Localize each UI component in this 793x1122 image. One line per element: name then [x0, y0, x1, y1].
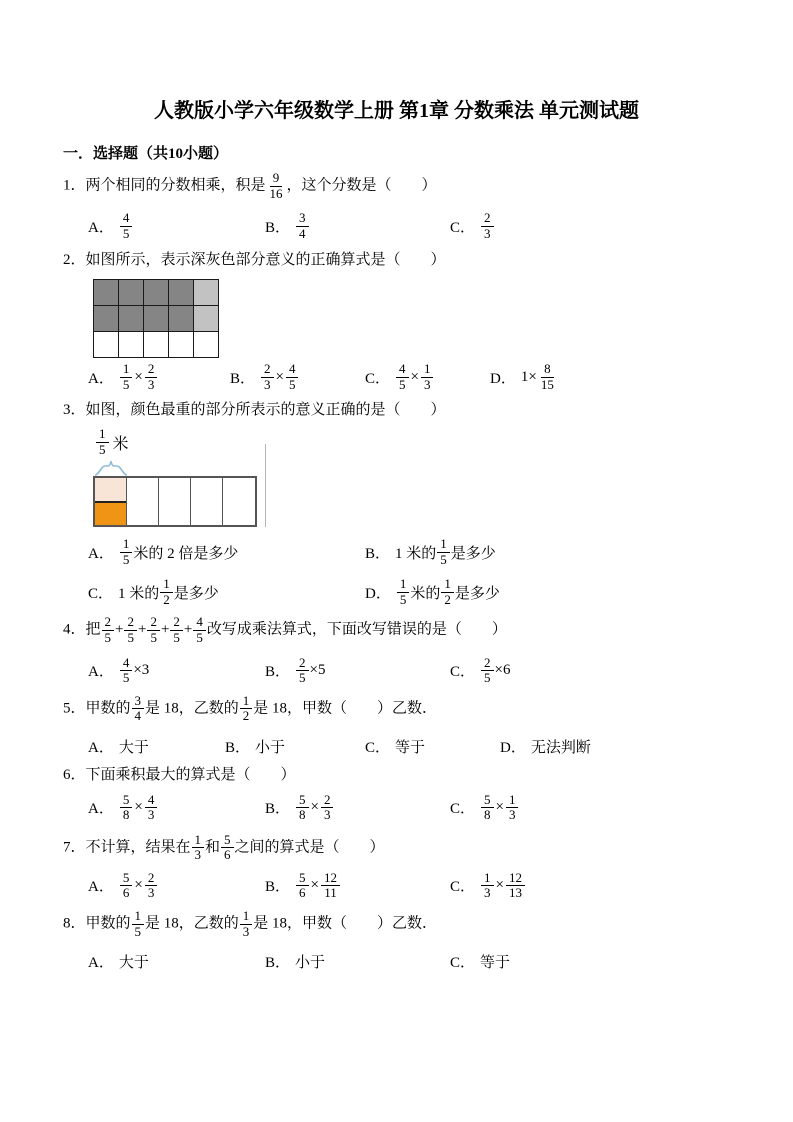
denominator: 3: [508, 807, 516, 823]
bar-cell-bottom-half: [95, 501, 126, 526]
times-sign: ×: [134, 368, 143, 385]
denominator: 2: [444, 591, 451, 607]
times-sign: ×: [410, 368, 419, 385]
times-sign: ×: [495, 877, 504, 894]
question-4-options: [88, 656, 730, 686]
page-title: 人教版小学六年级数学上册 第1章 分数乘法 单元测试题: [154, 100, 639, 122]
question-3-text: [63, 400, 730, 420]
denominator: 5: [150, 630, 157, 646]
numerator: 2: [170, 615, 183, 631]
denominator: 5: [122, 670, 130, 686]
numerator: 4: [120, 211, 133, 227]
numerator: 9: [270, 171, 283, 187]
fraction: [286, 362, 299, 392]
numerator: 1: [437, 537, 450, 553]
denominator: 4: [299, 225, 306, 241]
fraction: [221, 833, 234, 863]
text-segment: 是多少: [454, 585, 500, 602]
numerator: 2: [124, 615, 137, 631]
option-label: A．: [88, 955, 114, 972]
numerator: 2: [481, 656, 494, 672]
option-c: [450, 656, 510, 686]
fraction: [421, 362, 434, 392]
text-segment: 是多少: [450, 545, 496, 562]
denominator: 5: [99, 441, 106, 457]
numerator: 12: [506, 871, 525, 887]
fraction: [124, 615, 137, 645]
option-c: [450, 211, 495, 241]
brace-icon: [94, 461, 128, 476]
fraction: [261, 362, 274, 392]
option-b: [230, 362, 365, 392]
option-a: [88, 362, 230, 392]
denominator: 3: [264, 376, 271, 392]
fraction: [396, 362, 409, 392]
question-2-text: [63, 250, 730, 270]
denominator: 3: [423, 376, 431, 392]
text-segment: 7．不计算，结果在: [63, 839, 191, 856]
denominator: 2: [242, 708, 250, 724]
question-2-options: [88, 362, 730, 392]
text-segment: 米的: [410, 585, 441, 602]
question-4-text: [63, 615, 730, 645]
fraction: [120, 793, 133, 823]
denominator: 5: [134, 923, 142, 939]
numerator: 4: [396, 362, 409, 378]
numerator: 5: [296, 871, 309, 887]
text-segment: 是 18，乙数的: [145, 915, 239, 932]
option-label: A．: [88, 801, 114, 818]
option-text: 大于: [118, 955, 149, 972]
grid-cell-white: [94, 332, 118, 357]
option-c: [450, 951, 510, 972]
plus-sign: +: [137, 621, 147, 638]
numerator: 4: [193, 615, 206, 631]
fraction: [296, 871, 309, 901]
question-1-options: [88, 211, 730, 241]
numerator: 1: [120, 537, 133, 553]
bar-cell: [223, 478, 255, 525]
option-a: [88, 793, 265, 823]
option-label: C．: [450, 879, 476, 896]
option-label: D．: [500, 739, 526, 756]
numerator: 1: [506, 793, 519, 809]
grid-cell-light: [194, 306, 218, 331]
grid-cell-dark: [169, 280, 193, 305]
text-segment: 6．下面乘积最大的算式是（ ）: [63, 766, 296, 783]
option-b: [265, 793, 450, 823]
denominator: 6: [122, 885, 130, 901]
option-c: [88, 577, 365, 607]
option-a: [88, 951, 265, 972]
fraction: [145, 362, 158, 392]
option-label: C．: [450, 801, 476, 818]
times-sign: ×: [134, 877, 143, 894]
fraction: [481, 211, 494, 241]
denominator: 6: [299, 885, 306, 901]
denominator: 5: [122, 225, 130, 241]
text-segment: 1 米的: [395, 545, 437, 562]
grid-cell-white: [169, 332, 193, 357]
denominator: 2: [163, 591, 170, 607]
numerator: 2: [296, 656, 309, 672]
numerator: 5: [120, 871, 133, 887]
option-c: [450, 871, 526, 901]
option-label: C．: [365, 739, 391, 756]
question-3-options-row-2: [88, 577, 730, 607]
question-6-options: [88, 793, 730, 823]
option-label: B．: [265, 219, 291, 236]
grid-cell-white: [194, 332, 218, 357]
numerator: 1: [120, 362, 133, 378]
times-sign: ×: [275, 368, 284, 385]
option-b: [265, 656, 450, 686]
text-segment: ×5: [309, 662, 326, 679]
option-label: C．: [450, 664, 476, 681]
text-segment: 2．如图所示，表示深灰色部分意义的正确算式是（ ）: [63, 252, 446, 269]
text-segment: 8．甲数的: [63, 915, 131, 932]
grid-cell-dark: [119, 306, 143, 331]
denominator: 3: [242, 923, 250, 939]
times-sign: ×: [134, 799, 143, 816]
text-segment: 改写成乘法算式，下面改写错误的是（ ）: [206, 621, 507, 638]
option-d: [500, 736, 591, 757]
fraction: [296, 656, 309, 686]
denominator: 5: [104, 630, 112, 646]
text-segment: 和: [205, 839, 221, 856]
fraction: [240, 694, 253, 724]
option-label: A．: [88, 545, 114, 562]
numerator: 2: [145, 362, 158, 378]
text-segment: 之间的算式是（ ）: [234, 839, 385, 856]
question-5-text: [63, 694, 730, 724]
fraction: [481, 871, 494, 901]
numerator: 12: [321, 871, 340, 887]
denominator: 5: [440, 551, 447, 567]
option-label: A．: [88, 879, 114, 896]
fraction: [170, 615, 183, 645]
fraction: [506, 871, 525, 901]
option-b: [265, 951, 450, 972]
text-segment: 是多少: [173, 585, 219, 602]
fraction: [441, 577, 454, 607]
text-segment: 4．把: [63, 621, 101, 638]
denominator: 5: [127, 630, 134, 646]
numerator: 4: [145, 793, 158, 809]
numerator: 1: [421, 362, 434, 378]
question-7-text: [63, 833, 730, 863]
bar-figure-label: [93, 423, 267, 461]
question-5-options: [88, 736, 730, 757]
denominator: 11: [324, 885, 337, 901]
denominator: 16: [269, 185, 283, 201]
question-6-text: [63, 765, 730, 785]
fraction: [120, 656, 133, 686]
grid-cell-dark: [94, 306, 118, 331]
numerator: 2: [145, 871, 158, 887]
fraction: [267, 171, 286, 201]
text-segment: 3．如图，颜色最重的部分所表示的意义正确的是（ ）: [63, 402, 446, 419]
fraction: [321, 793, 334, 823]
option-text: 小于: [255, 739, 286, 756]
denominator: 13: [508, 885, 522, 901]
plus-sign: +: [115, 621, 124, 638]
bar-figure: [93, 423, 267, 527]
denominator: 3: [147, 376, 155, 392]
numerator: 3: [296, 211, 309, 227]
bar-cell: [191, 478, 223, 525]
fraction: [481, 793, 494, 823]
numerator: 1: [240, 694, 253, 710]
fraction: [397, 577, 410, 607]
denominator: 3: [323, 807, 331, 823]
denominator: 5: [299, 670, 306, 686]
fraction: [192, 833, 205, 863]
option-b: [365, 537, 496, 567]
times-sign: ×: [310, 799, 319, 816]
grid-cell-dark: [169, 306, 193, 331]
numerator: 2: [321, 793, 334, 809]
q3-bar-figure: [93, 476, 257, 527]
fraction: [296, 211, 309, 241]
option-label: D．: [490, 370, 516, 387]
text-segment: 是 18，乙数的: [145, 700, 239, 717]
fraction: [120, 211, 133, 241]
bar-cell: [127, 478, 159, 525]
option-label: C．: [88, 585, 114, 602]
option-c: [365, 362, 490, 392]
fraction: [193, 615, 206, 645]
fraction: [481, 656, 494, 686]
question-3-options-row-1: [88, 537, 730, 567]
option-label: D．: [365, 585, 391, 602]
text-segment: 米的 2 倍是多少: [133, 545, 239, 562]
numerator: 1: [160, 577, 173, 593]
denominator: 6: [224, 847, 231, 863]
option-a: [88, 871, 265, 901]
option-d: [490, 362, 558, 392]
denominator: 5: [288, 376, 296, 392]
numerator: 2: [102, 615, 115, 631]
option-a: [88, 537, 365, 567]
denominator: 3: [194, 847, 202, 863]
times-sign: ×: [310, 877, 319, 894]
fraction: [160, 577, 173, 607]
numerator: 5: [120, 793, 133, 809]
grid-cell-white: [144, 332, 168, 357]
question-7-options: [88, 871, 730, 901]
text-segment: 是 18，甲数（ ）乙数．: [253, 915, 438, 932]
denominator: 5: [399, 591, 407, 607]
denominator: 4: [134, 708, 142, 724]
denominator: 15: [540, 376, 554, 392]
option-d: [365, 577, 500, 607]
denominator: 3: [484, 885, 491, 901]
option-c: [365, 736, 500, 757]
numerator: 1: [132, 909, 145, 925]
option-label: B．: [365, 545, 391, 562]
option-label: B．: [265, 664, 291, 681]
option-b: [225, 736, 365, 757]
fraction: [120, 537, 133, 567]
bar-cell: [95, 478, 127, 525]
fraction: [538, 362, 557, 392]
text-segment: ×3: [133, 662, 150, 679]
text-segment: ×6: [494, 662, 511, 679]
option-a: [88, 656, 265, 686]
numerator: 3: [132, 694, 145, 710]
fraction: [506, 793, 519, 823]
fraction: [240, 909, 253, 939]
times-sign: ×: [495, 799, 504, 816]
denominator: 3: [147, 807, 155, 823]
text-segment: 1 米的: [118, 585, 160, 602]
option-text: 大于: [118, 739, 149, 756]
denominator: 3: [147, 885, 155, 901]
option-label: C．: [365, 370, 391, 387]
option-label: A．: [88, 219, 114, 236]
fraction: [132, 694, 145, 724]
numerator: 5: [296, 793, 309, 809]
fraction: [120, 871, 133, 901]
option-label: A．: [88, 739, 114, 756]
text-segment: 1×: [520, 368, 537, 385]
option-label: A．: [88, 370, 114, 387]
denominator: 5: [399, 376, 406, 392]
denominator: 5: [173, 630, 180, 646]
fraction: [296, 793, 309, 823]
unit-label: 米: [112, 435, 129, 453]
option-label: C．: [450, 219, 476, 236]
fraction: [120, 362, 133, 392]
option-b: [265, 871, 450, 901]
denominator: 5: [122, 551, 130, 567]
option-label: B．: [265, 955, 291, 972]
denominator: 5: [484, 670, 491, 686]
fraction: [132, 909, 145, 939]
text-segment: 是 18，甲数（ ）乙数．: [253, 700, 438, 717]
denominator: 5: [122, 376, 130, 392]
numerator: 1: [240, 909, 253, 925]
grid-cell-light: [194, 280, 218, 305]
figure-edge-line: [265, 444, 266, 527]
fraction: [96, 427, 109, 457]
option-text: 小于: [295, 955, 326, 972]
numerator: 2: [261, 362, 274, 378]
plus-sign: +: [160, 621, 170, 638]
fraction: [437, 537, 450, 567]
numerator: 1: [192, 833, 205, 849]
numerator: 2: [147, 615, 160, 631]
fraction: [102, 615, 115, 645]
grid-cell-dark: [144, 280, 168, 305]
question-1-text: [63, 171, 730, 201]
fraction: [145, 793, 158, 823]
denominator: 5: [196, 630, 203, 646]
numerator: 5: [481, 793, 494, 809]
option-label: C．: [450, 955, 476, 972]
option-b: [265, 211, 450, 241]
text-segment: 1．两个相同的分数相乘，积是: [63, 177, 266, 194]
denominator: 8: [122, 807, 130, 823]
grid-cell-dark: [94, 280, 118, 305]
grid-cell-dark: [119, 280, 143, 305]
section-heading: 一．选择题（共10小题）: [63, 146, 229, 162]
plus-sign: +: [183, 621, 193, 638]
numerator: 2: [481, 211, 494, 227]
option-text: 等于: [395, 739, 426, 756]
numerator: 1: [441, 577, 454, 593]
bar-cell-top-half: [95, 478, 126, 501]
option-label: B．: [230, 370, 256, 387]
question-8-text: [63, 909, 730, 939]
fraction: [147, 615, 160, 645]
option-a: [88, 211, 265, 241]
denominator: 8: [484, 807, 491, 823]
numerator: 4: [120, 656, 133, 672]
fraction: [321, 871, 340, 901]
q2-grid-figure: [93, 279, 219, 358]
option-label: A．: [88, 664, 114, 681]
option-label: B．: [265, 879, 291, 896]
numerator: 1: [397, 577, 410, 593]
question-8-options: [88, 951, 730, 972]
text-segment: ，这个分数是（ ）: [286, 177, 437, 194]
option-text: 等于: [480, 955, 511, 972]
option-label: B．: [265, 801, 291, 818]
numerator: 8: [541, 362, 554, 378]
option-label: B．: [225, 739, 251, 756]
grid-cell-dark: [144, 306, 168, 331]
numerator: 5: [221, 833, 234, 849]
option-a: [88, 736, 225, 757]
grid-cell-white: [119, 332, 143, 357]
numerator: 1: [96, 427, 109, 443]
numerator: 4: [286, 362, 299, 378]
text-segment: 5．甲数的: [63, 700, 131, 717]
bar-cell: [159, 478, 191, 525]
numerator: 1: [481, 871, 494, 887]
option-c: [450, 793, 519, 823]
fraction: [145, 871, 158, 901]
denominator: 3: [484, 225, 491, 241]
denominator: 8: [299, 807, 306, 823]
option-text: 无法判断: [530, 739, 591, 756]
